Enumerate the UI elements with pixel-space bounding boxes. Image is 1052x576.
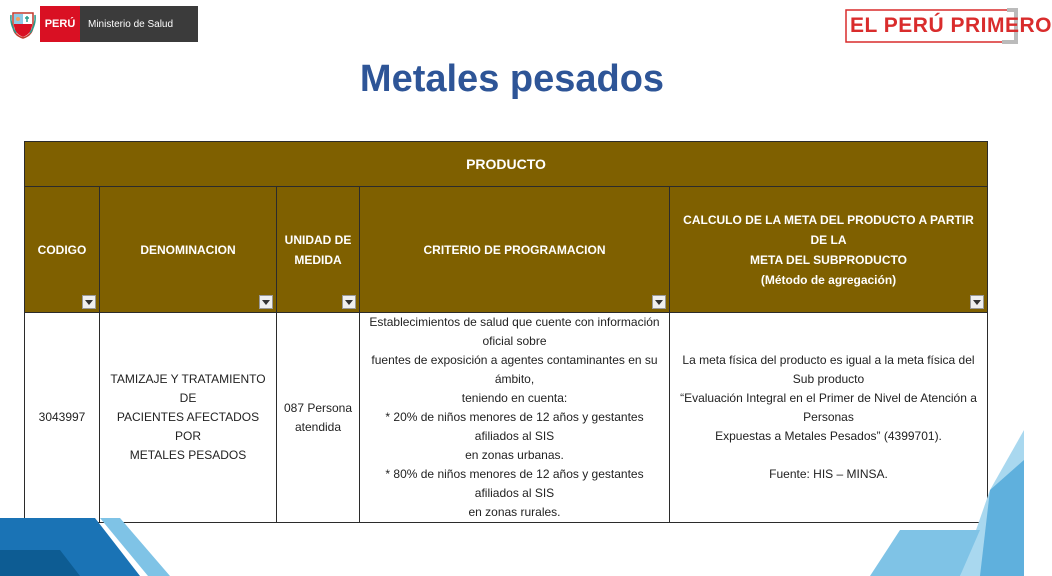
cell-codigo: 3043997 (25, 313, 100, 523)
cell-denominacion (100, 313, 277, 523)
cell-unidad (277, 313, 360, 523)
filter-dropdown-button[interactable] (259, 295, 273, 309)
product-header: PRODUCTO (25, 142, 988, 187)
cell-line: TAMIZAJE Y TRATAMIENTO DE (110, 372, 266, 405)
column-label: CALCULO DE LA META DEL PRODUCTO A PARTIR DE LA (683, 212, 974, 247)
chevron-down-icon (973, 300, 981, 305)
el-peru-primero-logo (842, 8, 1052, 44)
minsa-logo (6, 6, 198, 42)
cell-line: METALES PESADOS (129, 448, 247, 462)
cell-line: fuentes de exposición a agentes contaminantes en su ámbito, (371, 353, 658, 386)
column-label: (Método de agregación) (760, 272, 897, 287)
cell-line: 087 Persona (283, 400, 353, 415)
column-header-row (25, 187, 988, 313)
column-header-calculo (670, 187, 988, 313)
cell-line: “Evaluación Integral en el Primer de Nivel de Atención a Personas (680, 391, 977, 424)
cell-line: atendida (294, 419, 342, 434)
chevron-down-icon (85, 300, 93, 305)
column-header-criterio (360, 187, 670, 313)
cell-line: * 80% de niños menores de 12 años y gestantes afiliados al SIS (385, 467, 644, 500)
logo-text: EL PERÚ PRIMERO (850, 14, 1052, 37)
column-label: DENOMINACION (140, 242, 236, 257)
cell-line: teniendo en cuenta: (461, 391, 568, 405)
cell-line: Expuestas a Metales Pesados” (4399701). (715, 429, 942, 443)
column-label: CRITERIO DE PROGRAMACION (423, 242, 606, 257)
page-title: Metales pesados (359, 58, 665, 100)
chevron-down-icon (345, 300, 353, 305)
column-label: META DEL SUBPRODUCTO (750, 252, 907, 267)
cell-line: * 20% de niños menores de 12 años y gestantes afiliados al SIS (385, 410, 644, 443)
cell-line: en zonas urbanas. (465, 448, 564, 462)
filter-dropdown-button[interactable] (82, 295, 96, 309)
cell-line: en zonas rurales. (468, 505, 561, 519)
cell-line: Establecimientos de salud que cuente con información oficial sobre (369, 315, 660, 348)
column-label: MEDIDA (294, 252, 342, 267)
filter-dropdown-button[interactable] (652, 295, 666, 309)
cell-line (674, 446, 983, 465)
coat-of-arms-icon (6, 6, 40, 42)
cell-line: PACIENTES AFECTADOS POR (116, 410, 260, 443)
cell-criterio (360, 313, 670, 523)
filter-dropdown-button[interactable] (970, 295, 984, 309)
chevron-down-icon (262, 300, 270, 305)
table-row (25, 313, 988, 523)
cell-calculo (670, 313, 988, 523)
column-header-denominacion (100, 187, 277, 313)
column-label: CODIGO (37, 242, 87, 257)
peru-label: PERÚ (40, 6, 80, 42)
ministry-label: Ministerio de Salud (80, 6, 198, 42)
product-table (24, 141, 988, 523)
column-header-unidad (277, 187, 360, 313)
column-label: UNIDAD DE (284, 232, 352, 247)
column-header-codigo (25, 187, 100, 313)
chevron-down-icon (655, 300, 663, 305)
cell-line: La meta física del producto es igual a la meta física del Sub producto (682, 353, 975, 386)
filter-dropdown-button[interactable] (342, 295, 356, 309)
cell-line: Fuente: HIS – MINSA. (769, 467, 888, 481)
